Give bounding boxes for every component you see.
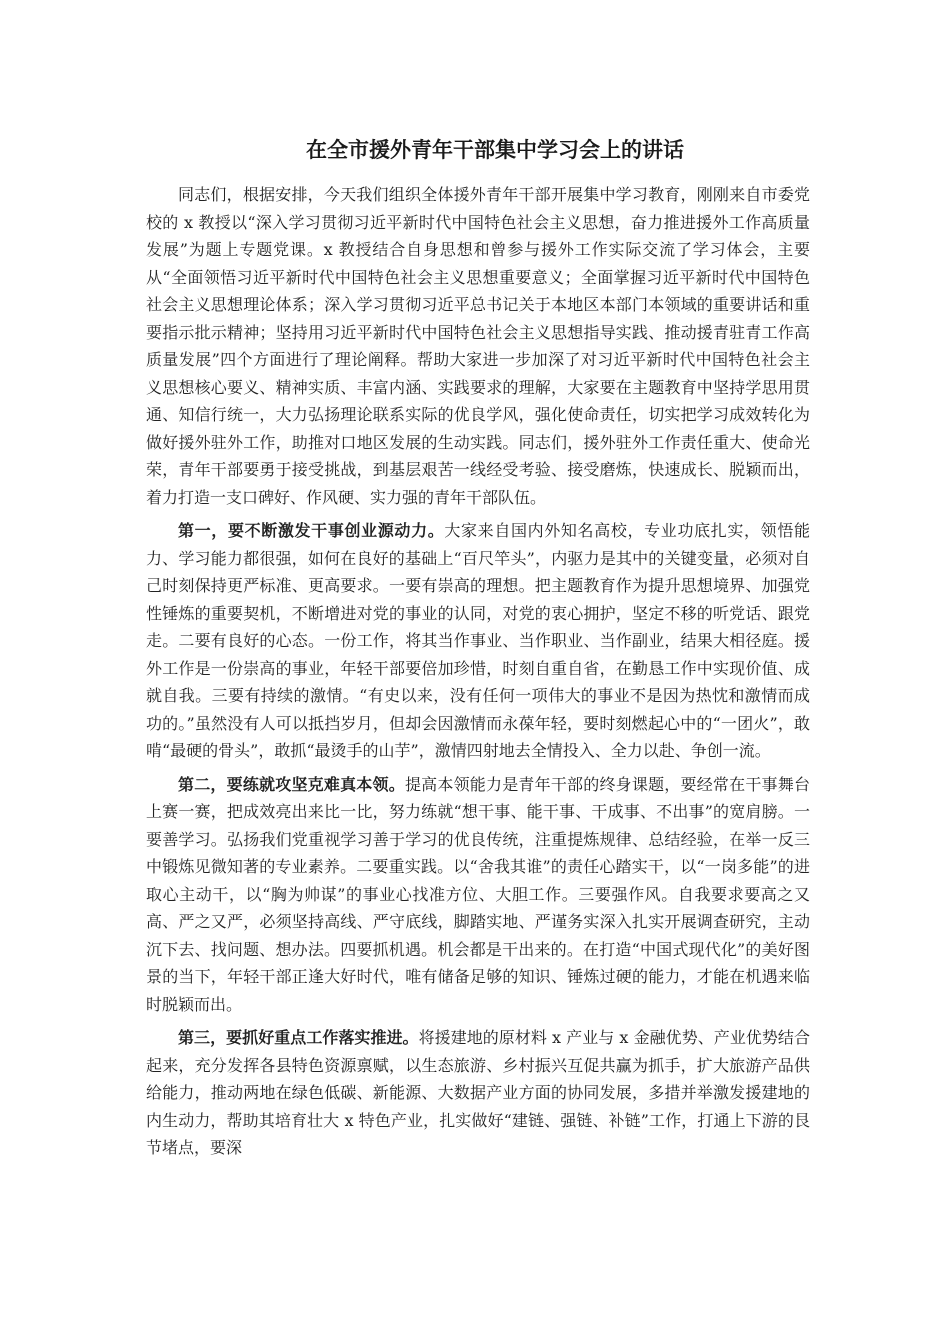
paragraph-first-point: [146, 517, 810, 765]
paragraph-text: 将援建地的原材料 x 产业与 x 金融优势、产业优势结合起来，充分发挥各县特色资源禀赋，以生态旅游、乡村振兴互促共赢为抓手，扩大旅游产品供给能力，推动两地在绿色低碳、新能源、大数据产业方面的协同发展，多措并举激发援建地的内生动力，帮助其培育壮大 x 特色产业，扎实做好“建链、强链、补链”工作，打通上下游的艮节堵点，要深: [146, 1028, 810, 1157]
paragraph-lead: 第二，要练就攻坚克难真本领。: [178, 774, 405, 794]
paragraph-second-point: [146, 771, 810, 1019]
paragraph-text: 提高本领能力是青年干部的终身课题，要经常在干事舞台上赛一赛，把成效亮出来比一比，努力练就“想干事、能干事、干成事、不出事”的宽肩膀。一要善学习。弘扬我们党重视学习善于学习的优良传统，注重提炼规律、总结经验，在举一反三中锻炼见微知著的专业素养。二要重实践。以“舍我其谁”的责任心踏实干，以“一岗多能”的进取心主动干，以“胸为帅谋”的事业心找准方位、大胆工作。三要强作风。自我要求要高之又高、严之又严，必须坚持高线、严守底线，脚踏实地、严谨务实深入扎实开展调查研究，主动沉下去、找问题、想办法。四要抓机遇。机会都是干出来的。在打造“中国式现代化”的美好图景的当下，年轻干部正逢大好时代，唯有储备足够的知识、锤炼过硬的能力，才能在机遇来临时脱颖而出。: [146, 774, 810, 1014]
paragraph-text: 大家来自国内外知名高校，专业功底扎实，领悟能力、学习能力都很强，如何在良好的基础上“百尺竿头”，内驱力是其中的关键变量，必须对自己时刻保持更严标准、更高要求。一要有崇高的理想。把主题教育作为提升思想境界、加强党性锤炼的重要契机，不断增进对党的事业的认同，对党的衷心拥护，坚定不移的听党话、跟党走。二要有良好的心态。一份工作，将其当作事业、当作职业、当作副业，结果大相径庭。援外工作是一份崇高的事业，年轻干部要倍加珍惜，时刻自重自省，在勤恳工作中实现价值、成就自我。三要有持续的激情。“有史以来，没有任何一项伟大的事业不是因为热忱和激情而成功的。”虽然没有人可以抵挡岁月，但却会因激情而永葆年轻，要时刻燃起心中的“一团火”，敢啃“最硬的骨头”，敢抓“最烫手的山芋”，激情四射地去全情投入、全力以赴、争创一流。: [146, 521, 810, 760]
paragraph-third-point: [146, 1024, 810, 1162]
document-body: [146, 181, 810, 1168]
paragraph-text: 同志们，根据安排，今天我们组织全体援外青年干部开展集中学习教育，刚刚来自市委党校的 x 教授以“深入学习贯彻习近平新时代中国特色社会主义思想，奋力推进援外工作高质量发展”为题上专题党课。x 教授结合自身思想和曾参与援外工作实际交流了学习体会，主要从“全面领悟习近平新时代中国特色社会主义思想重要意义；全面掌握习近平新时代中国特色社会主义思想理论体系；深入学习贯彻习近平总书记关于本地区本部门本领域的重要讲话和重要指示批示精神；坚持用习近平新时代中国特色社会主义思想指导实践、推动援青驻青工作高质量发展”四个方面进行了理论阐释。帮助大家进一步加深了对习近平新时代中国特色社会主义思想核心要义、精神实质、丰富内涵、实践要求的理解，大家要在主题教育中坚持学思用贯通、知信行统一，大力弘扬理论联系实际的优良学风，强化使命责任，切实把学习成效转化为做好援外驻外工作，助推对口地区发展的生动实践。同志们，援外驻外工作责任重大、使命光荣，青年干部要勇于接受挑战，到基层艰苦一线经受考验、接受磨炼，快速成长、脱颖而出，着力打造一支口碑好、作风硬、实力强的青年干部队伍。: [146, 185, 810, 507]
paragraph-lead: 第三，要抓好重点工作落实推进。: [178, 1028, 419, 1047]
paragraph-lead: 第一，要不断激发干事创业源动力。: [178, 521, 445, 540]
document-title: 在全市援外青年干部集中学习会上的讲话: [306, 138, 684, 162]
paragraph-intro: [146, 181, 810, 511]
